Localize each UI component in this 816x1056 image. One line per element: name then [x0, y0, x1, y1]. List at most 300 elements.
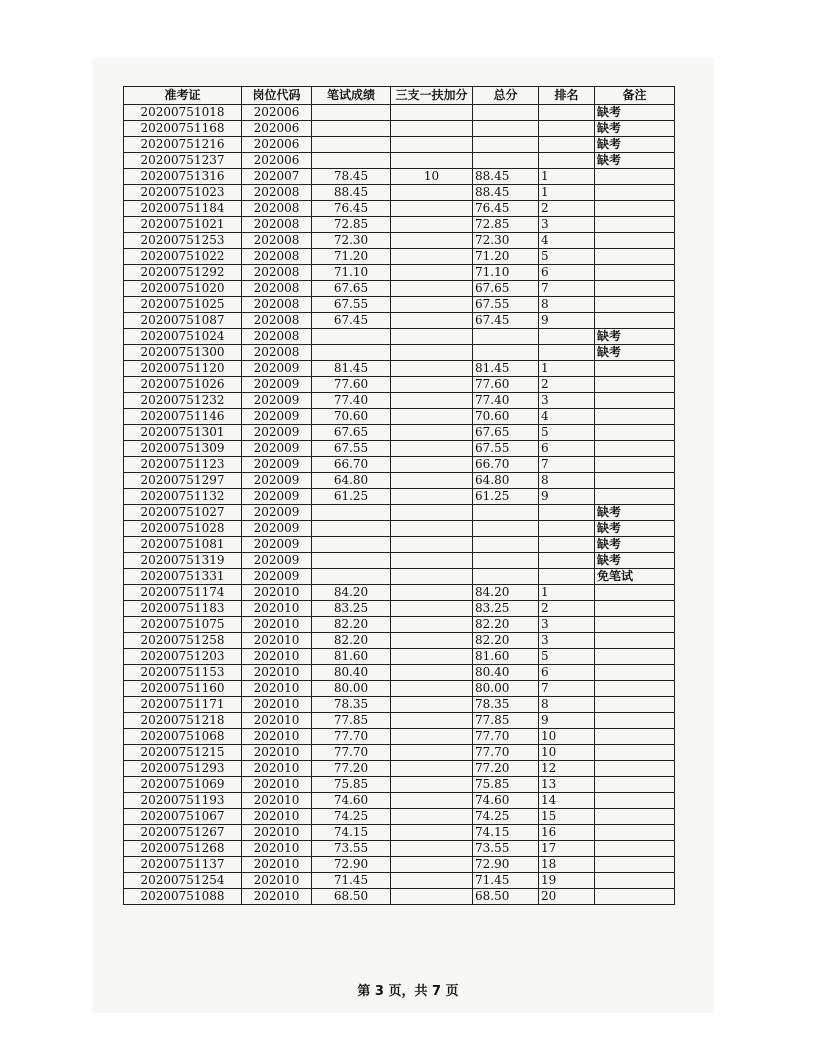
- table-row: [124, 265, 675, 281]
- written-score-cell: 71.20: [312, 249, 391, 265]
- written-score-cell: [312, 553, 391, 569]
- position-code-cell: 202008: [242, 345, 312, 361]
- note-cell: [595, 169, 675, 185]
- note-cell: [595, 601, 675, 617]
- note-cell: [595, 681, 675, 697]
- total-score-cell: 77.70: [473, 745, 539, 761]
- note-cell: 缺考: [595, 505, 675, 521]
- note-cell: 缺考: [595, 121, 675, 137]
- total-score-cell: 83.25: [473, 601, 539, 617]
- exam-id-cell: 20200751184: [124, 201, 242, 217]
- table-row: [124, 457, 675, 473]
- position-code-cell: 202010: [242, 649, 312, 665]
- total-score-cell: 74.25: [473, 809, 539, 825]
- table-row: [124, 633, 675, 649]
- table-row: [124, 649, 675, 665]
- note-cell: [595, 857, 675, 873]
- note-cell: 缺考: [595, 345, 675, 361]
- written-score-cell: 66.70: [312, 457, 391, 473]
- exam-id-cell: 20200751026: [124, 377, 242, 393]
- table-row: [124, 345, 675, 361]
- rank-cell: 7: [539, 457, 595, 473]
- rank-cell: 12: [539, 761, 595, 777]
- note-cell: [595, 393, 675, 409]
- position-code-cell: 202009: [242, 505, 312, 521]
- bonus-cell: [391, 249, 473, 265]
- written-score-cell: 67.65: [312, 425, 391, 441]
- rank-cell: 9: [539, 489, 595, 505]
- table-row: [124, 777, 675, 793]
- written-score-cell: 71.10: [312, 265, 391, 281]
- table-row: [124, 857, 675, 873]
- total-score-cell: 61.25: [473, 489, 539, 505]
- exam-id-cell: 20200751267: [124, 825, 242, 841]
- rank-cell: 4: [539, 409, 595, 425]
- table-row: [124, 329, 675, 345]
- position-code-cell: 202010: [242, 873, 312, 889]
- table-row: [124, 137, 675, 153]
- total-score-cell: 77.60: [473, 377, 539, 393]
- total-score-cell: 81.60: [473, 649, 539, 665]
- bonus-cell: [391, 361, 473, 377]
- note-cell: [595, 265, 675, 281]
- written-score-cell: 72.30: [312, 233, 391, 249]
- bonus-cell: [391, 345, 473, 361]
- table-row: [124, 489, 675, 505]
- note-cell: [595, 873, 675, 889]
- header-rank: 排名: [539, 87, 595, 105]
- table-row: [124, 761, 675, 777]
- table-row: [124, 729, 675, 745]
- written-score-cell: [312, 105, 391, 121]
- written-score-cell: 67.45: [312, 313, 391, 329]
- exam-id-cell: 20200751132: [124, 489, 242, 505]
- bonus-cell: [391, 841, 473, 857]
- exam-id-cell: 20200751153: [124, 665, 242, 681]
- table-row: [124, 409, 675, 425]
- position-code-cell: 202009: [242, 473, 312, 489]
- exam-id-cell: 20200751137: [124, 857, 242, 873]
- table-row: [124, 713, 675, 729]
- rank-cell: 1: [539, 169, 595, 185]
- total-score-cell: [473, 153, 539, 169]
- total-score-cell: 76.45: [473, 201, 539, 217]
- table-row: [124, 233, 675, 249]
- total-score-cell: 72.90: [473, 857, 539, 873]
- position-code-cell: 202006: [242, 153, 312, 169]
- position-code-cell: 202008: [242, 185, 312, 201]
- written-score-cell: 80.00: [312, 681, 391, 697]
- note-cell: 缺考: [595, 105, 675, 121]
- total-score-cell: [473, 569, 539, 585]
- written-score-cell: 76.45: [312, 201, 391, 217]
- position-code-cell: 202010: [242, 777, 312, 793]
- total-score-cell: [473, 537, 539, 553]
- exam-id-cell: 20200751319: [124, 553, 242, 569]
- written-score-cell: 82.20: [312, 633, 391, 649]
- table-row: [124, 249, 675, 265]
- position-code-cell: 202010: [242, 617, 312, 633]
- written-score-cell: 77.70: [312, 745, 391, 761]
- position-code-cell: 202008: [242, 217, 312, 233]
- note-cell: [595, 809, 675, 825]
- written-score-cell: 82.20: [312, 617, 391, 633]
- bonus-cell: [391, 153, 473, 169]
- written-score-cell: [312, 329, 391, 345]
- position-code-cell: 202008: [242, 329, 312, 345]
- rank-cell: 5: [539, 249, 595, 265]
- total-score-cell: [473, 345, 539, 361]
- position-code-cell: 202010: [242, 665, 312, 681]
- total-score-cell: [473, 505, 539, 521]
- exam-id-cell: 20200751087: [124, 313, 242, 329]
- rank-cell: [539, 537, 595, 553]
- bonus-cell: [391, 441, 473, 457]
- table-row: [124, 121, 675, 137]
- exam-id-cell: 20200751300: [124, 345, 242, 361]
- rank-cell: 3: [539, 393, 595, 409]
- note-cell: [595, 441, 675, 457]
- note-cell: [595, 281, 675, 297]
- position-code-cell: 202010: [242, 857, 312, 873]
- written-score-cell: 81.45: [312, 361, 391, 377]
- rank-cell: [539, 329, 595, 345]
- note-cell: [595, 473, 675, 489]
- total-score-cell: 88.45: [473, 169, 539, 185]
- bonus-cell: [391, 281, 473, 297]
- bonus-cell: [391, 569, 473, 585]
- table-row: [124, 665, 675, 681]
- rank-cell: 14: [539, 793, 595, 809]
- position-code-cell: 202009: [242, 569, 312, 585]
- bonus-cell: [391, 105, 473, 121]
- exam-id-cell: 20200751193: [124, 793, 242, 809]
- position-code-cell: 202009: [242, 553, 312, 569]
- note-cell: [595, 793, 675, 809]
- bonus-cell: [391, 649, 473, 665]
- written-score-cell: 88.45: [312, 185, 391, 201]
- position-code-cell: 202010: [242, 601, 312, 617]
- exam-id-cell: 20200751146: [124, 409, 242, 425]
- rank-cell: 10: [539, 745, 595, 761]
- rank-cell: [539, 345, 595, 361]
- note-cell: [595, 585, 675, 601]
- exam-id-cell: 20200751293: [124, 761, 242, 777]
- table-row: [124, 313, 675, 329]
- written-score-cell: 61.25: [312, 489, 391, 505]
- bonus-cell: [391, 633, 473, 649]
- exam-id-cell: 20200751216: [124, 137, 242, 153]
- bonus-cell: [391, 489, 473, 505]
- rank-cell: 7: [539, 681, 595, 697]
- bonus-cell: [391, 681, 473, 697]
- table-row: [124, 521, 675, 537]
- rank-cell: 3: [539, 617, 595, 633]
- note-cell: [595, 313, 675, 329]
- total-score-cell: [473, 329, 539, 345]
- table-row: [124, 105, 675, 121]
- rank-cell: 15: [539, 809, 595, 825]
- table-row: [124, 841, 675, 857]
- exam-id-cell: 20200751028: [124, 521, 242, 537]
- exam-id-cell: 20200751123: [124, 457, 242, 473]
- table-row: [124, 809, 675, 825]
- exam-id-cell: 20200751120: [124, 361, 242, 377]
- total-score-cell: 82.20: [473, 633, 539, 649]
- exam-id-cell: 20200751292: [124, 265, 242, 281]
- position-code-cell: 202010: [242, 841, 312, 857]
- written-score-cell: 83.25: [312, 601, 391, 617]
- exam-id-cell: 20200751069: [124, 777, 242, 793]
- exam-id-cell: 20200751021: [124, 217, 242, 233]
- rank-cell: 3: [539, 633, 595, 649]
- header-total: 总分: [473, 87, 539, 105]
- header-row: [124, 87, 675, 105]
- table-row: [124, 473, 675, 489]
- exam-id-cell: 20200751215: [124, 745, 242, 761]
- rank-cell: 13: [539, 777, 595, 793]
- position-code-cell: 202008: [242, 249, 312, 265]
- note-cell: [595, 457, 675, 473]
- bonus-cell: [391, 313, 473, 329]
- rank-cell: 9: [539, 313, 595, 329]
- note-cell: [595, 297, 675, 313]
- header-position-code: 岗位代码: [242, 87, 312, 105]
- table-row: [124, 793, 675, 809]
- note-cell: [595, 233, 675, 249]
- position-code-cell: 202009: [242, 457, 312, 473]
- written-score-cell: 64.80: [312, 473, 391, 489]
- position-code-cell: 202008: [242, 201, 312, 217]
- total-score-cell: 67.45: [473, 313, 539, 329]
- position-code-cell: 202009: [242, 537, 312, 553]
- header-note: 备注: [595, 87, 675, 105]
- note-cell: [595, 201, 675, 217]
- total-score-cell: 67.55: [473, 297, 539, 313]
- position-code-cell: 202010: [242, 761, 312, 777]
- bonus-cell: [391, 601, 473, 617]
- note-cell: [595, 249, 675, 265]
- total-score-cell: 71.10: [473, 265, 539, 281]
- written-score-cell: 78.35: [312, 697, 391, 713]
- bonus-cell: [391, 201, 473, 217]
- note-cell: [595, 825, 675, 841]
- position-code-cell: 202010: [242, 713, 312, 729]
- note-cell: [595, 841, 675, 857]
- table-row: [124, 601, 675, 617]
- position-code-cell: 202009: [242, 393, 312, 409]
- position-code-cell: 202009: [242, 425, 312, 441]
- table-row: [124, 873, 675, 889]
- note-cell: [595, 649, 675, 665]
- bonus-cell: [391, 617, 473, 633]
- position-code-cell: 202010: [242, 793, 312, 809]
- bonus-cell: [391, 297, 473, 313]
- bonus-cell: [391, 137, 473, 153]
- total-score-cell: 66.70: [473, 457, 539, 473]
- written-score-cell: 74.15: [312, 825, 391, 841]
- note-cell: [595, 729, 675, 745]
- note-cell: [595, 665, 675, 681]
- position-code-cell: 202008: [242, 297, 312, 313]
- bonus-cell: [391, 409, 473, 425]
- rank-cell: 4: [539, 233, 595, 249]
- note-cell: 免笔试: [595, 569, 675, 585]
- rank-cell: [539, 105, 595, 121]
- position-code-cell: 202008: [242, 233, 312, 249]
- bonus-cell: [391, 537, 473, 553]
- bonus-cell: [391, 393, 473, 409]
- total-score-cell: 77.20: [473, 761, 539, 777]
- written-score-cell: [312, 537, 391, 553]
- rank-cell: 19: [539, 873, 595, 889]
- position-code-cell: 202010: [242, 825, 312, 841]
- total-score-cell: [473, 521, 539, 537]
- written-score-cell: 74.60: [312, 793, 391, 809]
- rank-cell: 5: [539, 425, 595, 441]
- bonus-cell: [391, 121, 473, 137]
- bonus-cell: [391, 377, 473, 393]
- exam-id-cell: 20200751253: [124, 233, 242, 249]
- table-row: [124, 361, 675, 377]
- total-score-cell: 75.85: [473, 777, 539, 793]
- total-score-cell: 71.45: [473, 873, 539, 889]
- bonus-cell: [391, 825, 473, 841]
- rank-cell: 7: [539, 281, 595, 297]
- note-cell: [595, 217, 675, 233]
- note-cell: [595, 713, 675, 729]
- exam-id-cell: 20200751025: [124, 297, 242, 313]
- score-table: [123, 86, 675, 905]
- note-cell: 缺考: [595, 537, 675, 553]
- exam-id-cell: 20200751316: [124, 169, 242, 185]
- exam-id-cell: 20200751068: [124, 729, 242, 745]
- position-code-cell: 202008: [242, 313, 312, 329]
- written-score-cell: 67.65: [312, 281, 391, 297]
- table-row: [124, 505, 675, 521]
- table-row: [124, 153, 675, 169]
- exam-id-cell: 20200751024: [124, 329, 242, 345]
- exam-id-cell: 20200751081: [124, 537, 242, 553]
- rank-cell: 18: [539, 857, 595, 873]
- note-cell: [595, 377, 675, 393]
- rank-cell: 8: [539, 697, 595, 713]
- header-written-score: 笔试成绩: [312, 87, 391, 105]
- total-score-cell: 84.20: [473, 585, 539, 601]
- total-score-cell: [473, 105, 539, 121]
- position-code-cell: 202008: [242, 265, 312, 281]
- exam-id-cell: 20200751174: [124, 585, 242, 601]
- rank-cell: [539, 153, 595, 169]
- total-score-cell: 72.85: [473, 217, 539, 233]
- written-score-cell: 72.90: [312, 857, 391, 873]
- table-row: [124, 537, 675, 553]
- position-code-cell: 202010: [242, 729, 312, 745]
- exam-id-cell: 20200751088: [124, 889, 242, 905]
- header-bonus: 三支一扶加分: [391, 87, 473, 105]
- rank-cell: 17: [539, 841, 595, 857]
- note-cell: [595, 361, 675, 377]
- table-row: [124, 553, 675, 569]
- rank-cell: 9: [539, 713, 595, 729]
- position-code-cell: 202010: [242, 633, 312, 649]
- written-score-cell: 80.40: [312, 665, 391, 681]
- bonus-cell: [391, 857, 473, 873]
- written-score-cell: 70.60: [312, 409, 391, 425]
- table-row: [124, 169, 675, 185]
- written-score-cell: 77.60: [312, 377, 391, 393]
- note-cell: [595, 889, 675, 905]
- exam-id-cell: 20200751268: [124, 841, 242, 857]
- total-score-cell: 78.35: [473, 697, 539, 713]
- written-score-cell: 72.85: [312, 217, 391, 233]
- table-row: [124, 281, 675, 297]
- exam-id-cell: 20200751218: [124, 713, 242, 729]
- table-row: [124, 825, 675, 841]
- total-score-cell: [473, 553, 539, 569]
- rank-cell: 16: [539, 825, 595, 841]
- table-row: [124, 393, 675, 409]
- bonus-cell: [391, 585, 473, 601]
- position-code-cell: 202009: [242, 489, 312, 505]
- written-score-cell: 77.85: [312, 713, 391, 729]
- written-score-cell: [312, 121, 391, 137]
- rank-cell: 2: [539, 377, 595, 393]
- bonus-cell: [391, 761, 473, 777]
- total-score-cell: 67.65: [473, 425, 539, 441]
- exam-id-cell: 20200751258: [124, 633, 242, 649]
- note-cell: [595, 697, 675, 713]
- table-row: [124, 585, 675, 601]
- written-score-cell: 77.40: [312, 393, 391, 409]
- total-score-cell: 82.20: [473, 617, 539, 633]
- table-row: [124, 889, 675, 905]
- total-score-cell: 77.40: [473, 393, 539, 409]
- bonus-cell: [391, 713, 473, 729]
- written-score-cell: [312, 569, 391, 585]
- written-score-cell: 78.45: [312, 169, 391, 185]
- position-code-cell: 202008: [242, 281, 312, 297]
- total-score-cell: 88.45: [473, 185, 539, 201]
- rank-cell: [539, 553, 595, 569]
- rank-cell: 3: [539, 217, 595, 233]
- written-score-cell: 68.50: [312, 889, 391, 905]
- total-score-cell: 67.65: [473, 281, 539, 297]
- position-code-cell: 202010: [242, 745, 312, 761]
- table-row: [124, 201, 675, 217]
- exam-id-cell: 20200751067: [124, 809, 242, 825]
- position-code-cell: 202009: [242, 409, 312, 425]
- table-row: [124, 681, 675, 697]
- table-row: [124, 217, 675, 233]
- table-row: [124, 185, 675, 201]
- total-score-cell: 68.50: [473, 889, 539, 905]
- exam-id-cell: 20200751171: [124, 697, 242, 713]
- note-cell: 缺考: [595, 137, 675, 153]
- written-score-cell: 77.20: [312, 761, 391, 777]
- bonus-cell: [391, 233, 473, 249]
- position-code-cell: 202009: [242, 377, 312, 393]
- written-score-cell: 84.20: [312, 585, 391, 601]
- rank-cell: 1: [539, 361, 595, 377]
- total-score-cell: 64.80: [473, 473, 539, 489]
- table-row: [124, 377, 675, 393]
- bonus-cell: [391, 793, 473, 809]
- note-cell: 缺考: [595, 553, 675, 569]
- position-code-cell: 202010: [242, 697, 312, 713]
- exam-id-cell: 20200751232: [124, 393, 242, 409]
- bonus-cell: [391, 553, 473, 569]
